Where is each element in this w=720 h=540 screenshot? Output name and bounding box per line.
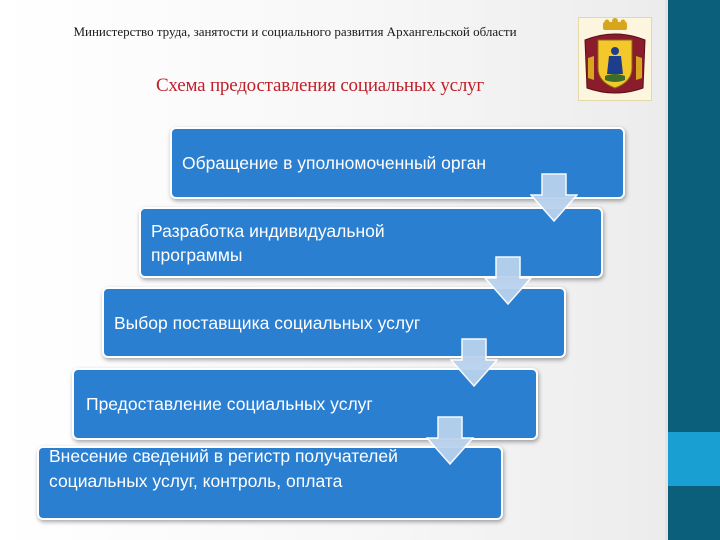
sidebar-band bbox=[665, 0, 720, 540]
coat-of-arms-icon bbox=[578, 17, 652, 101]
step-2-label: Разработка индивидуальной программы bbox=[151, 220, 385, 265]
sidebar-accent bbox=[668, 432, 720, 486]
down-arrow-icon-3 bbox=[450, 338, 498, 388]
ministry-name: Министерство труда, занятости и социального развития Архангельской области bbox=[73, 24, 517, 39]
step-1-label: Обращение в уполномоченный орган bbox=[182, 153, 487, 173]
down-arrow-icon-2 bbox=[484, 256, 532, 306]
step-5-label: Внесение сведений в регистр получателей социальных услуг, контроль, оплата bbox=[49, 446, 398, 491]
page-title: Схема предоставления социальных услуг bbox=[155, 75, 485, 96]
down-arrow-icon-1 bbox=[530, 173, 578, 223]
step-4-label: Предоставление социальных услуг bbox=[86, 394, 373, 414]
down-arrow-icon-4 bbox=[426, 416, 474, 466]
step-3-label: Выбор поставщика социальных услуг bbox=[114, 312, 421, 333]
